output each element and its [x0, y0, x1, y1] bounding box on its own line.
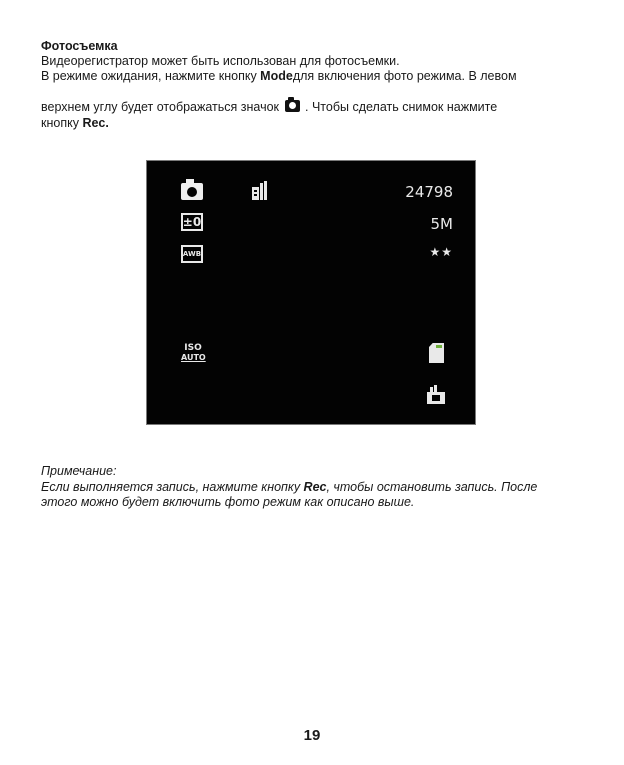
intro-line-3 [41, 100, 497, 115]
intro-line-3-end: . Чтобы сделать снимок нажмите [305, 100, 498, 114]
page-number: 19 [303, 727, 321, 744]
note-rec-key: Rec [303, 480, 327, 494]
camera-icon [285, 100, 300, 112]
section-heading: Фотосъемка [41, 39, 118, 53]
mode-key-label: Mode [260, 69, 293, 83]
note-line-2: этого можно будет включить фото режим как описано выше. [41, 495, 415, 509]
note-line-1 [41, 480, 537, 495]
camera-screen-preview [146, 160, 476, 425]
iso-value: AUTO [181, 353, 206, 362]
quality-stars: ★★ [429, 245, 453, 259]
intro-line-1 [41, 54, 400, 69]
note-line-1-start: Если выполняется запись, нажмите кнопку [41, 480, 304, 494]
intro-line-2-start: В режиме ожидания, нажмите кнопку [41, 69, 261, 83]
white-balance-icon: AWB [181, 245, 203, 263]
sd-card-icon [429, 343, 444, 363]
quality-icon-graphic [251, 181, 269, 201]
stabilizer-icon [425, 385, 447, 405]
iso-label: ISO [184, 343, 202, 353]
stabilizer-icon-graphic [425, 385, 447, 405]
note-title: Примечание: [41, 464, 117, 478]
rec-key-label: Rec. [82, 116, 109, 130]
resolution-label: 5M [430, 215, 453, 233]
shots-remaining: 24798 [405, 183, 453, 201]
intro-line-2-end: для включения фото режима. В левом [292, 69, 517, 83]
intro-line-1-text: Видеорегистратор может быть использован для фотосъемки. [41, 54, 400, 68]
intro-line-3-start: верхнем углу будет отображаться значок [41, 100, 280, 114]
intro-line-2 [41, 69, 517, 84]
note-line-1-end: , чтобы остановить запись. После [326, 480, 538, 494]
intro-line-4-start: кнопку [41, 116, 83, 130]
exposure-icon: ±0 [182, 215, 202, 229]
quality-icon [251, 181, 269, 205]
intro-line-4 [41, 116, 109, 131]
iso-indicator [181, 343, 205, 363]
camera-icon [181, 183, 203, 200]
